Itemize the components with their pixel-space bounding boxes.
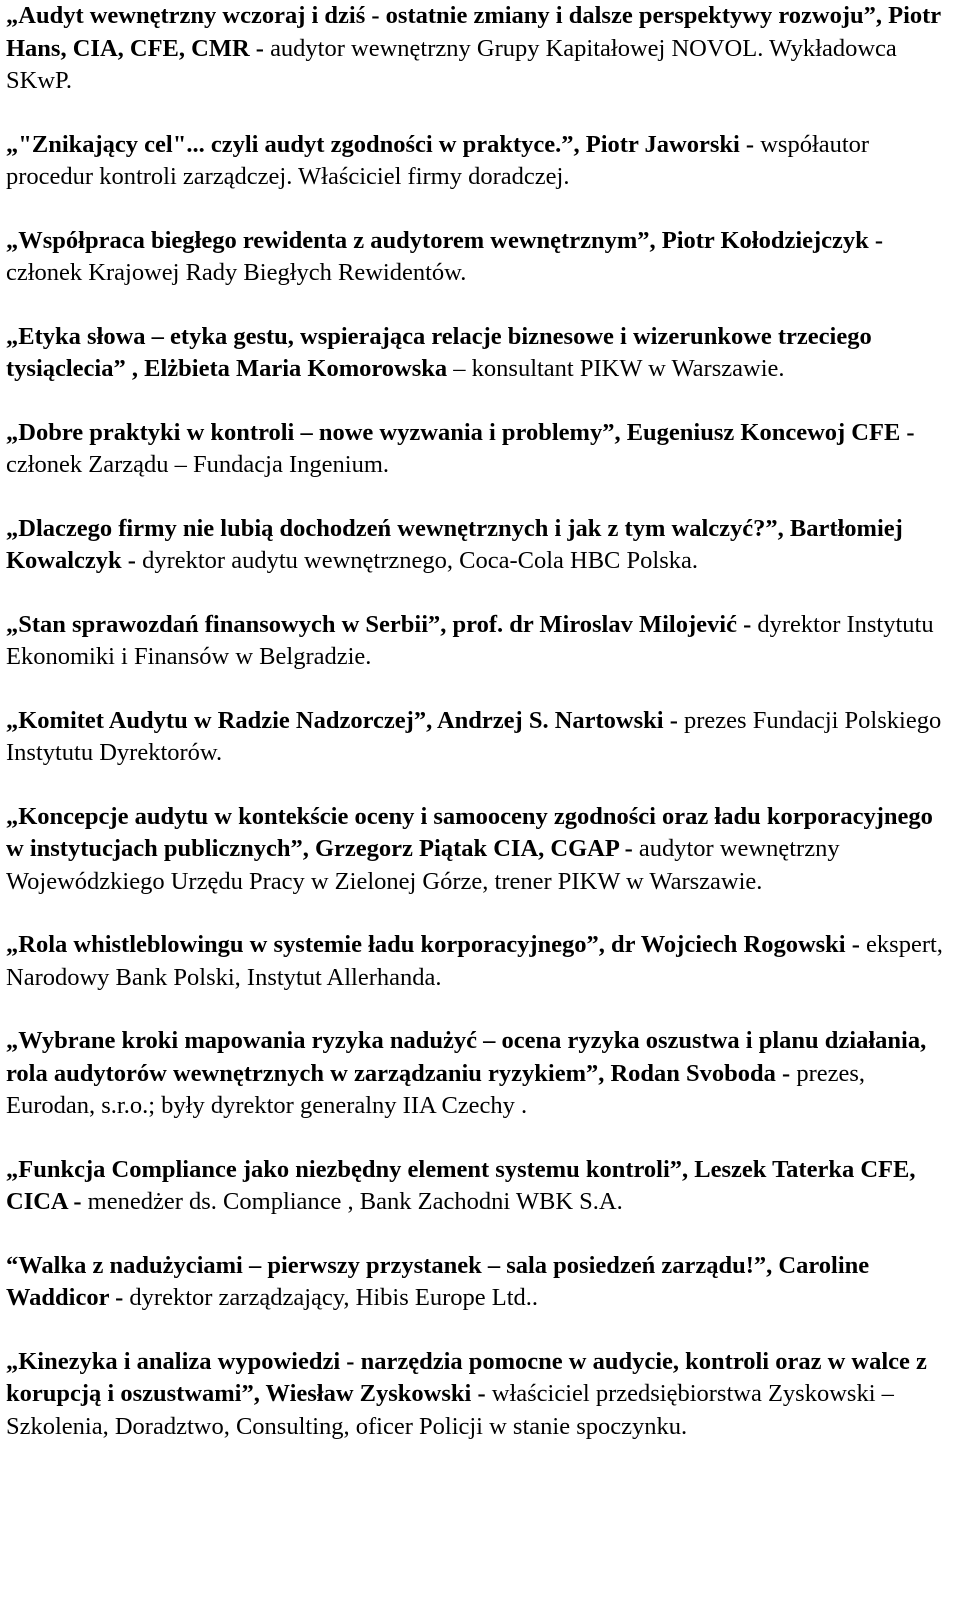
speaker-description: audytor wewnętrzny Wojewódzkiego Urzędu Pracy w Zielonej Górze, trener PIKW w Warszawie.: [6, 835, 840, 895]
speaker-description: prezes, Eurodan, s.r.o.; były dyrektor generalny IIA Czechy .: [6, 1059, 866, 1119]
speaker-description: dyrektor Instytutu Ekonomiki i Finansów w Belgradzie.: [6, 610, 934, 670]
lecture-entry-8: [6, 705, 956, 770]
speaker-description: dyrektor zarządzający, Hibis Europe Ltd..: [123, 1284, 539, 1311]
lecture-entry-6: [6, 513, 956, 578]
speaker-description: prezes Fundacji Polskiego Instytutu Dyrektorów.: [6, 706, 942, 766]
lecture-entry-1: [6, 0, 956, 98]
lecture-entry-11: [6, 1025, 956, 1123]
lecture-title-speaker: „Koncepcje audytu w kontekście oceny i samooceny zgodności oraz ładu korporacyjnego w instytucjach publicznych”, Grzegorz Piątak CIA, CGAP -: [6, 802, 933, 862]
lecture-entry-5: [6, 417, 956, 482]
speaker-description: – konsultant PIKW w Warszawie.: [447, 355, 785, 382]
lecture-entry-3: [6, 225, 956, 290]
lecture-title-speaker: „Komitet Audytu w Radzie Nadzorczej”, Andrzej S. Nartowski -: [6, 706, 678, 734]
lecture-title-speaker: „Wybrane kroki mapowania ryzyka nadużyć – ocena ryzyka oszustwa i planu działania, rola audytorów wewnętrznych w zarządzaniu ryzykiem”, Rodan Svoboda -: [6, 1027, 927, 1087]
lecture-title-speaker: „"Znikający cel"... czyli audyt zgodności w praktyce.”, Piotr Jaworski -: [6, 130, 755, 158]
lecture-title-speaker: „Kinezyka i analiza wypowiedzi - narzędzia pomocne w audycie, kontroli oraz w walce z korupcją i oszustwami”, Wiesław Zyskowski -: [6, 1347, 927, 1407]
speaker-description: współautor procedur kontroli zarządczej. Właściciel firmy doradczej.: [6, 130, 870, 190]
speaker-description: audytor wewnętrzny Grupy Kapitałowej NOVOL. Wykładowca SKwP.: [6, 34, 897, 94]
lecture-entry-14: [6, 1346, 956, 1444]
lecture-entry-12: [6, 1154, 956, 1219]
lecture-title-speaker: „Dlaczego firmy nie lubią dochodzeń wewnętrznych i jak z tym walczyć?”, Bartłomiej Kowalczyk -: [6, 514, 903, 574]
lecture-entry-9: [6, 801, 956, 899]
lecture-entry-2: [6, 129, 956, 194]
lecture-title-speaker: „Funkcja Compliance jako niezbędny element systemu kontroli”, Leszek Taterka CFE, CICA -: [6, 1155, 916, 1215]
lecture-title-speaker: “Walka z nadużyciami – pierwszy przystanek – sala posiedzeń zarządu!”, Caroline Waddicor -: [6, 1251, 870, 1311]
lecture-title-speaker: „Dobre praktyki w kontroli – nowe wyzwania i problemy”, Eugeniusz Koncewoj CFE -: [6, 418, 915, 446]
lecture-entry-10: [6, 929, 956, 994]
lecture-entry-13: [6, 1250, 956, 1315]
speaker-description: członek Krajowej Rady Biegłych Rewidentów.: [6, 259, 467, 286]
speaker-description: ekspert, Narodowy Bank Polski, Instytut Allerhanda.: [6, 931, 943, 991]
lecture-entry-7: [6, 609, 956, 674]
lecture-title-speaker: „Rola whistleblowingu w systemie ładu korporacyjnego”, dr Wojciech Rogowski -: [6, 931, 860, 958]
speaker-description: menedżer ds. Compliance , Bank Zachodni WBK S.A.: [81, 1188, 623, 1215]
speaker-description: właściciel przedsiębiorstwa Zyskowski – Szkolenia, Doradztwo, Consulting, oficer Policji w stanie spoczynku.: [6, 1380, 894, 1440]
speaker-description: członek Zarządu – Fundacja Ingenium.: [6, 451, 390, 478]
lecture-title-speaker: „Współpraca biegłego rewidenta z audytorem wewnętrznym”, Piotr Kołodziejczyk -: [6, 226, 884, 254]
document-body: [6, 0, 956, 1474]
speaker-description: dyrektor audytu wewnętrznego, Coca-Cola HBC Polska.: [135, 547, 698, 574]
lecture-title-speaker: „Etyka słowa – etyka gestu, wspierająca relacje biznesowe i wizerunkowe trzeciego tysiąclecia” , Elżbieta Maria Komorowska: [6, 322, 872, 382]
lecture-entry-4: [6, 321, 956, 386]
lecture-title-speaker: „Audyt wewnętrzny wczoraj i dziś - ostatnie zmiany i dalsze perspektywy rozwoju”, Piotr Hans, CIA, CFE, CMR -: [6, 2, 941, 62]
lecture-title-speaker: „Stan sprawozdań finansowych w Serbii”, prof. dr Miroslav Milojević -: [6, 610, 752, 638]
